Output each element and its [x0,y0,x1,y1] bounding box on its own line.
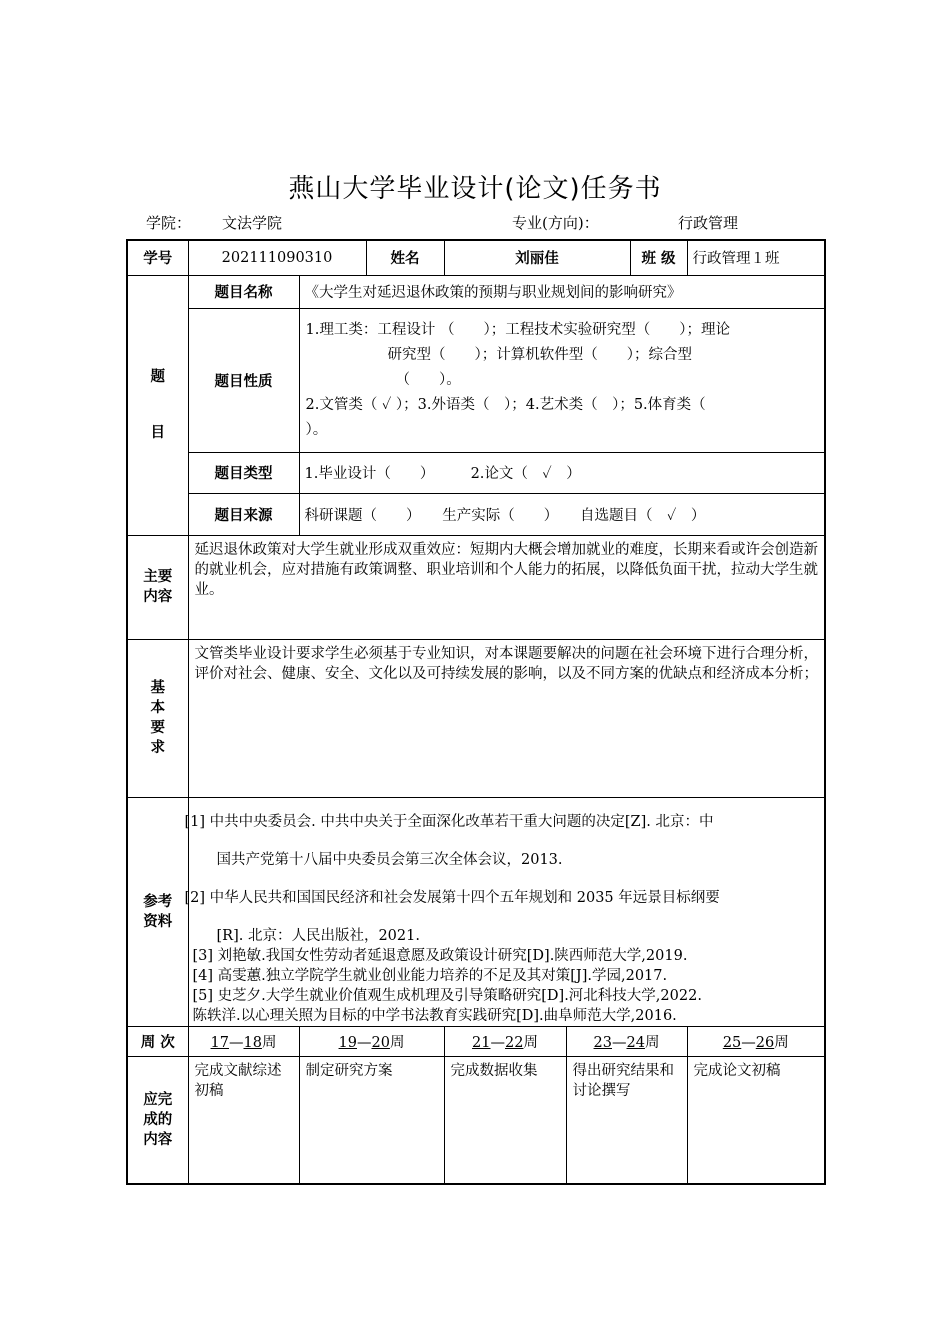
topic-label-1: 题 [150,369,165,385]
references-list [184,797,825,1026]
week-unit: 周 [523,1034,538,1051]
week-dash: — [741,1034,756,1051]
week-end: 22 [505,1034,524,1051]
info-row [127,240,825,275]
weeks-row [127,1026,825,1056]
major-label: 专业(方向)： [512,214,599,232]
nature-line-3: （ ）。 [395,371,461,388]
topic-section-label [127,275,188,535]
references-row [127,797,825,1026]
reference-item: [4] 高雯蕙.独立学院学生就业创业能力培养的不足及其对策[J].学园,2017. [192,967,668,984]
nature-line-1: 1.理工类：工程设计 （ ）；工程技术实验研究型（ ）；理论 [305,321,730,338]
reference-item: [2] 中华人民共和国国民经济和社会发展第十四个五年规划和 2035 年远景目标纲要 [184,889,720,906]
requirements-label [127,639,188,797]
main-content-row [127,535,825,639]
class-label: 班 级 [630,240,687,275]
week-range-4 [566,1026,687,1056]
topic-source-value: 科研课题（ ） 生产实际（ ） 自选题目（ ✓ ） [299,493,825,535]
tasks-label-2: 成的 [143,1111,173,1128]
week-unit: 周 [261,1034,277,1051]
week-start: 25 [722,1034,742,1051]
reference-item-cont: 国共产党第十八届中央委员会第三次全体会议，2013. [216,851,563,868]
task-form-table [126,239,826,1185]
main-content-label-1: 主要 [143,569,173,585]
tasks-row [127,1056,825,1184]
week-start: 19 [338,1034,357,1051]
topic-nature-value [299,308,825,452]
week-dash: — [357,1034,372,1051]
references-label-2: 资料 [143,913,173,930]
week-range-2 [299,1026,444,1056]
week-end: 26 [755,1034,775,1051]
main-content-label-2: 内容 [143,589,173,605]
week-end: 20 [371,1034,390,1051]
main-content-text: 延迟退休政策对大学生就业形成双重效应：短期内大概会增加就业的难度，长期来看或许会创造新的就业机会，应对措施有政策调整、职业培训和个人能力的拓展，以降低负面干扰，拉动大学生就业。 [188,535,825,639]
week-dash: — [612,1034,627,1051]
task-cell: 完成文献综述初稿 [188,1056,299,1184]
reference-item: [1] 中共中央委员会. 中共中央关于全面深化改革若干重大问题的决定[Z]. 北京：中 [184,813,714,830]
student-id-label: 学号 [127,240,188,275]
task-cell: 完成数据收集 [444,1056,566,1184]
reference-item: 陈轶洋.以心理关照为目标的中学书法教育实践研究[D].曲阜师范大学,2016. [192,1007,677,1024]
page-title: 燕山大学毕业设计(论文)任务书 [288,174,662,204]
week-unit: 周 [389,1034,405,1051]
requirements-label-4: 求 [150,740,165,756]
weeks-label: 周 次 [127,1026,188,1056]
tasks-label-1: 应完 [143,1091,173,1108]
week-start: 23 [593,1034,612,1051]
topic-name-row [127,275,825,308]
task-cell: 完成论文初稿 [687,1056,825,1184]
college-value: 文法学院 [222,214,283,232]
requirements-label-2: 本 [150,700,165,716]
references-label-1: 参考 [143,893,173,910]
week-dash: — [490,1034,505,1051]
topic-type-row [127,452,825,493]
week-range-5 [687,1026,825,1056]
college-label: 学院： [146,214,192,232]
week-start: 17 [210,1034,229,1051]
references-label [127,797,188,1026]
topic-type-value: 1.毕业设计（ ） 2.论文（ ✓ ） [299,452,825,493]
class-value: 行政管理１班 [687,240,825,275]
topic-nature-row [127,308,825,452]
nature-line-2: 研究型（ ）；计算机软件型（ ）；综合型 [387,346,692,363]
topic-name-value: 《大学生对延迟退休政策的预期与职业规划间的影响研究》 [299,275,825,308]
week-dash: — [229,1034,244,1051]
week-unit: 周 [644,1034,660,1051]
tasks-label-3: 内容 [143,1131,173,1148]
requirements-row [127,639,825,797]
requirements-text: 文管类毕业设计要求学生必须基于专业知识，对本课题要解决的问题在社会环境下进行合理分析，评价对社会、健康、安全、文化以及可持续发展的影响，以及不同方案的优缺点和经济成本分析； [188,639,825,797]
tasks-label [127,1056,188,1184]
requirements-label-3: 要 [150,720,165,736]
main-content-label [127,535,188,639]
week-range-3 [444,1026,566,1056]
week-range-1 [188,1026,299,1056]
nature-line-4: 2.文管类（ ✓ ）；3.外语类（ ）；4.艺术类（ ）；5.体育类（ [305,396,706,413]
reference-item: [5] 史芝夕.大学生就业价值观生成机理及引导策略研究[D].河北科技大学,2022. [192,987,702,1004]
requirements-label-1: 基 [150,680,165,696]
topic-label-2: 目 [150,425,165,441]
topic-source-row [127,493,825,535]
topic-type-label: 题目类型 [188,452,299,493]
topic-name-label: 题目名称 [188,275,299,308]
topic-nature-label: 题目性质 [188,308,299,452]
week-end: 18 [243,1034,262,1051]
reference-item-cont: [R]. 北京：人民出版社，2021. [216,927,420,944]
name-label: 姓名 [366,240,444,275]
major-value: 行政管理 [678,214,739,232]
task-cell: 制定研究方案 [299,1056,444,1184]
topic-source-label: 题目来源 [188,493,299,535]
week-start: 21 [472,1034,491,1051]
week-end: 24 [626,1034,645,1051]
name-value: 刘丽佳 [444,240,630,275]
student-id-value: 202111090310 [188,240,366,275]
task-cell: 得出研究结果和讨论撰写 [566,1056,687,1184]
reference-item: [3] 刘艳敏.我国女性劳动者延退意愿及政策设计研究[D].陕西师范大学,2019. [192,947,688,964]
week-unit: 周 [774,1034,789,1051]
nature-line-5: ）。 [305,421,328,438]
